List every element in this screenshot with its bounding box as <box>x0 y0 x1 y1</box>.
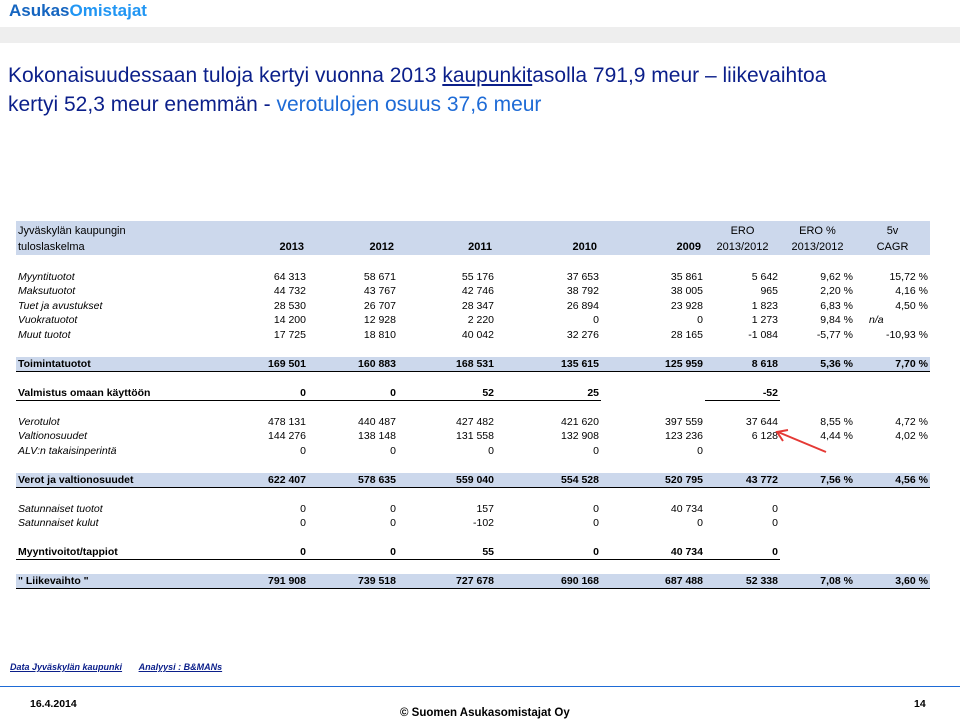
table-header-row-2 <box>16 238 930 255</box>
footer-analysis: Analyysi : B&MANs <box>138 662 223 672</box>
table-row <box>16 284 930 299</box>
cell-value: 42 746 <box>461 285 494 298</box>
cell-value: 2 220 <box>467 314 494 327</box>
header-label-line2: tuloslaskelma <box>16 238 216 255</box>
spacer-row <box>16 371 930 386</box>
cell-value: 0 <box>216 386 308 401</box>
table-row <box>16 502 930 517</box>
cell-value: 2,20 % <box>820 285 853 298</box>
cell-value: 43 767 <box>363 285 396 298</box>
table-row <box>16 473 930 488</box>
cell-value: 7,08 % <box>780 574 855 589</box>
cell-value: 0 <box>697 444 703 457</box>
cell-value: 157 <box>476 502 494 515</box>
cell-value: 28 347 <box>461 299 494 312</box>
cell-value: 28 165 <box>670 328 703 341</box>
header-ero-line1: ERO <box>705 221 780 238</box>
logo <box>9 1 147 21</box>
row-label: Tuet ja avustukset <box>18 299 103 312</box>
logo-part-asukas: Asukas <box>9 1 70 20</box>
cell-value: 23 928 <box>670 299 703 312</box>
cell-value <box>601 386 705 401</box>
header-cagr-line2: CAGR <box>855 238 930 255</box>
table-row <box>16 328 930 343</box>
cell-value: 4,02 % <box>895 430 928 443</box>
header-ero-line2: 2013/2012 <box>705 238 780 255</box>
footer-divider <box>0 686 960 687</box>
cell-value: 8,55 % <box>820 415 853 428</box>
cell-value <box>780 545 855 560</box>
cell-value: 440 487 <box>358 415 396 428</box>
row-label: Valtionosuudet <box>18 430 88 443</box>
cell-value: 739 518 <box>308 574 398 589</box>
cell-value: 0 <box>390 517 396 530</box>
header-year-2010: 2010 <box>496 238 601 255</box>
row-label: Valmistus omaan käyttöön <box>16 386 216 401</box>
table-row <box>16 574 930 589</box>
cell-value: 0 <box>593 517 599 530</box>
cell-value: 0 <box>705 545 780 560</box>
title-text-1a: Kokonaisuudessaan tuloja kertyi vuonna 2013 <box>8 64 443 87</box>
cell-value <box>780 516 855 531</box>
table-header-row-1 <box>16 221 930 238</box>
cell-value <box>855 516 930 531</box>
cell-value: 123 236 <box>665 430 703 443</box>
spacer-row <box>16 400 930 415</box>
cell-value: 397 559 <box>665 415 703 428</box>
cell-value <box>855 444 930 459</box>
cell-value: 8 618 <box>705 357 780 372</box>
slide-title-line2 <box>8 90 948 119</box>
cell-value: 144 276 <box>268 430 306 443</box>
cell-value: 9,62 % <box>820 270 853 283</box>
cell-value: 12 928 <box>363 314 396 327</box>
spacer-row <box>16 487 930 502</box>
cell-value: 0 <box>772 517 778 530</box>
cell-value: 0 <box>488 444 494 457</box>
cell-value: 421 620 <box>561 415 599 428</box>
cell-value: 131 558 <box>456 430 494 443</box>
cell-value: 965 <box>760 285 778 298</box>
highlight-arrow-icon <box>770 426 830 456</box>
spacer-row <box>16 342 930 357</box>
cell-value: 5 642 <box>751 270 778 283</box>
cell-value: 52 <box>398 386 496 401</box>
cell-value: 7,56 % <box>780 473 855 488</box>
title-text-1u: kaupunkit <box>442 64 533 87</box>
row-label: Satunnaiset kulut <box>18 517 99 530</box>
cell-value: 138 148 <box>358 430 396 443</box>
cell-value: 17 725 <box>273 328 306 341</box>
cell-value <box>780 386 855 401</box>
row-label: ALV:n takaisinperintä <box>18 444 117 457</box>
cell-value <box>855 545 930 560</box>
income-statement-table <box>16 221 930 589</box>
cell-value: 3,60 % <box>855 574 930 589</box>
table-row <box>16 357 930 372</box>
cell-value: 4,72 % <box>895 415 928 428</box>
title-text-2b: verotulojen osuus 37,6 meur <box>276 93 542 116</box>
cell-value: 0 <box>697 517 703 530</box>
cell-value: 43 772 <box>705 473 780 488</box>
slide-title-line1 <box>8 61 948 90</box>
cell-value: 58 671 <box>363 270 396 283</box>
spacer-row <box>16 255 930 270</box>
footer-source <box>10 662 222 672</box>
cell-value: 0 <box>300 517 306 530</box>
cell-value: 18 810 <box>363 328 396 341</box>
cell-value: 55 <box>398 545 496 560</box>
top-bar <box>0 0 960 27</box>
cell-value: 0 <box>390 444 396 457</box>
cell-value <box>855 386 930 401</box>
header-eropct-line1: ERO % <box>780 221 855 238</box>
cell-value: 160 883 <box>308 357 398 372</box>
cell-value <box>855 502 930 517</box>
cell-value: 4,16 % <box>895 285 928 298</box>
table-row <box>16 313 930 328</box>
cell-value: 64 313 <box>273 270 306 283</box>
cell-value: 132 908 <box>561 430 599 443</box>
cell-value: 0 <box>300 444 306 457</box>
cell-value: -1 084 <box>748 328 778 341</box>
cell-value: 4,44 % <box>820 430 853 443</box>
header-year-2009: 2009 <box>601 238 705 255</box>
cell-value: n/a <box>869 314 884 327</box>
title-text-2a: kertyi 52,3 meur enemmän - <box>8 93 277 116</box>
cell-value: 0 <box>593 314 599 327</box>
cell-value: 26 894 <box>566 299 599 312</box>
cell-value: 35 861 <box>670 270 703 283</box>
cell-value: 44 732 <box>273 285 306 298</box>
cell-value: 687 488 <box>601 574 705 589</box>
cell-value: -10,93 % <box>885 328 928 341</box>
cell-value: 520 795 <box>601 473 705 488</box>
cell-value: 690 168 <box>496 574 601 589</box>
footer-copyright: © Suomen Asukasomistajat Oy <box>400 707 570 719</box>
table-row <box>16 545 930 560</box>
cell-value: 55 176 <box>461 270 494 283</box>
row-label: Verot ja valtionosuudet <box>16 473 216 488</box>
row-label: Toimintatuotot <box>16 357 216 372</box>
cell-value: 32 276 <box>566 328 599 341</box>
cell-value: 40 734 <box>670 502 703 515</box>
cell-value: 0 <box>593 502 599 515</box>
row-label: Vuokratuotot <box>18 314 78 327</box>
cell-value: 0 <box>697 314 703 327</box>
footer-data-source: Data Jyväskylän kaupunki <box>10 662 123 672</box>
cell-value: 15,72 % <box>889 270 928 283</box>
spacer-row <box>16 531 930 546</box>
title-text-1b: asolla 791,9 meur – liikevaihtoa <box>532 64 827 87</box>
header-cagr-line1: 5v <box>855 221 930 238</box>
cell-value: 554 528 <box>496 473 601 488</box>
header-year-2011: 2011 <box>398 238 496 255</box>
cell-value: 9,84 % <box>820 314 853 327</box>
header-year-2013: 2013 <box>216 238 308 255</box>
cell-value: 37 644 <box>745 415 778 428</box>
cell-value: 5,36 % <box>780 357 855 372</box>
spacer-row <box>16 458 930 473</box>
logo-part-omistajat: Omistajat <box>69 1 147 20</box>
cell-value: 7,70 % <box>855 357 930 372</box>
cell-value: 0 <box>308 545 398 560</box>
cell-value: 0 <box>308 386 398 401</box>
table-row <box>16 386 930 401</box>
cell-value: 26 707 <box>363 299 396 312</box>
cell-value: 38 792 <box>566 285 599 298</box>
cell-value: 478 131 <box>268 415 306 428</box>
footer-page-number: 14 <box>914 698 926 710</box>
cell-value: 4,50 % <box>895 299 928 312</box>
cell-value: 6 128 <box>751 430 778 443</box>
table-row <box>16 270 930 285</box>
cell-value: 52 338 <box>705 574 780 589</box>
cell-value: 578 635 <box>308 473 398 488</box>
cell-value: 168 531 <box>398 357 496 372</box>
header-year-2012: 2012 <box>308 238 398 255</box>
cell-value: 37 653 <box>566 270 599 283</box>
row-label: Myyntivoitot/tappiot <box>16 545 216 560</box>
cell-value: 38 005 <box>670 285 703 298</box>
cell-value <box>780 502 855 517</box>
cell-value: -5,77 % <box>816 328 853 341</box>
row-label: Maksutuotot <box>18 285 76 298</box>
row-label: Verotulot <box>18 415 60 428</box>
cell-value: -102 <box>472 517 494 530</box>
cell-value <box>705 444 780 459</box>
cell-value: 0 <box>593 444 599 457</box>
cell-value: 40 042 <box>461 328 494 341</box>
cell-value: 135 615 <box>496 357 601 372</box>
cell-value: 427 482 <box>456 415 494 428</box>
cell-value: -52 <box>705 386 780 401</box>
cell-value: 169 501 <box>216 357 308 372</box>
cell-value: 6,83 % <box>820 299 853 312</box>
row-label: Myyntituotot <box>18 270 75 283</box>
cell-value: 40 734 <box>601 545 705 560</box>
cell-value: 0 <box>216 545 308 560</box>
cell-value: 0 <box>300 502 306 515</box>
header-label-line1: Jyväskylän kaupungin <box>16 221 216 238</box>
cell-value: 1 823 <box>751 299 778 312</box>
cell-value: 25 <box>496 386 601 401</box>
header-eropct-line2: 2013/2012 <box>780 238 855 255</box>
table-row <box>16 299 930 314</box>
row-label: " Liikevaihto " <box>16 574 216 589</box>
cell-value: 727 678 <box>398 574 496 589</box>
cell-value: 791 908 <box>216 574 308 589</box>
cell-value: 0 <box>772 502 778 515</box>
cell-value: 14 200 <box>273 314 306 327</box>
table-row <box>16 516 930 531</box>
cell-value: 28 530 <box>273 299 306 312</box>
row-label: Satunnaiset tuotot <box>18 502 103 515</box>
cell-value: 125 959 <box>601 357 705 372</box>
footer-date: 16.4.2014 <box>30 698 77 710</box>
row-label: Muut tuotot <box>18 328 71 341</box>
cell-value: 4,56 % <box>855 473 930 488</box>
cell-value: 1 273 <box>751 314 778 327</box>
cell-value: 0 <box>496 545 601 560</box>
cell-value: 559 040 <box>398 473 496 488</box>
slide-title <box>8 61 948 119</box>
brand-strip <box>0 27 960 43</box>
cell-value: 0 <box>390 502 396 515</box>
cell-value: 622 407 <box>216 473 308 488</box>
spacer-row <box>16 560 930 575</box>
